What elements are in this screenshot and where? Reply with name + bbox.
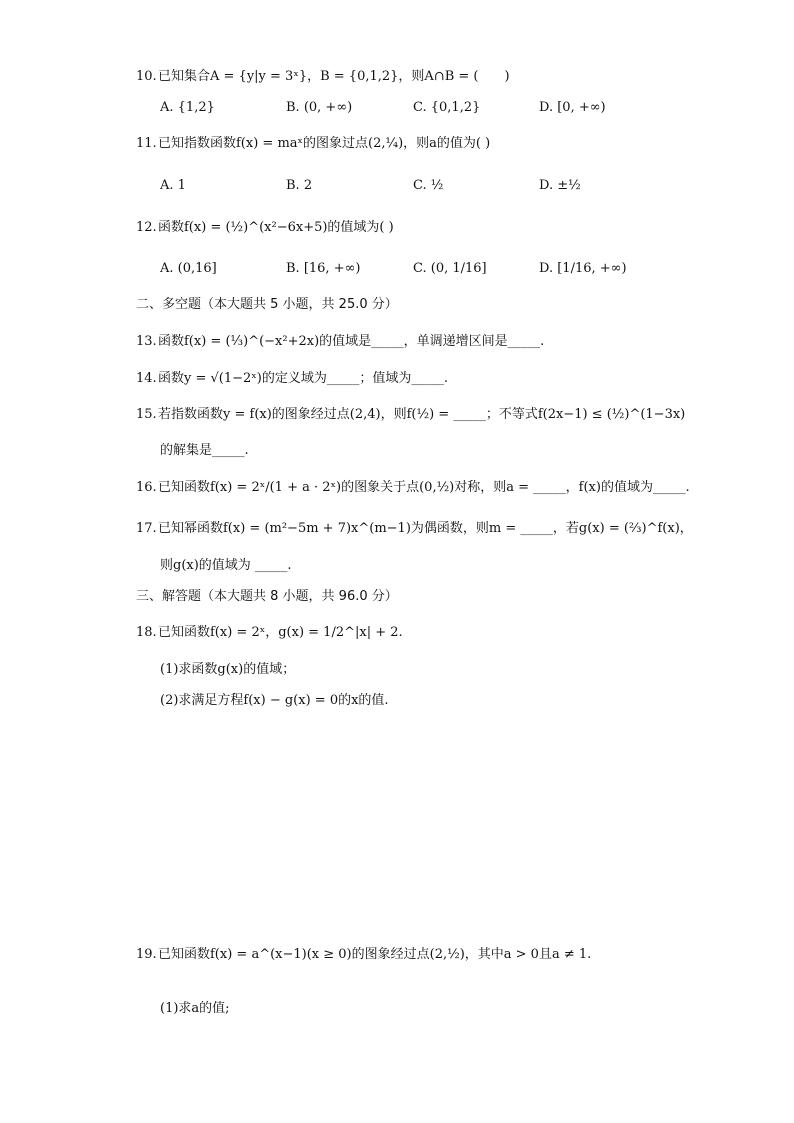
question-15 — [136, 406, 685, 424]
option-d: D. [1/16, +∞) — [539, 261, 627, 276]
question-text: 已知指数函数f(x) = maˣ的图象过点(2,¼)，则a的值为( ) — [158, 136, 491, 151]
question-number: 18. — [136, 625, 157, 640]
question-12 — [136, 219, 394, 237]
question-13 — [136, 333, 544, 351]
question-text: 已知函数f(x) = 2ˣ，g(x) = 1/2^|x| + 2. — [158, 625, 403, 640]
question-number: 17. — [136, 521, 157, 536]
option-c: C. {0,1,2} — [413, 100, 481, 115]
question-14 — [136, 370, 448, 388]
question-text: 函数f(x) = (½)^(x²−6x+5)的值域为( ) — [158, 220, 394, 235]
sub-question: (1)求函数g(x)的值域； — [160, 662, 296, 677]
option-b: B. [16, +∞) — [286, 261, 361, 276]
section-heading: 三、解答题（本大题共 8 小题，共 96.0 分） — [136, 589, 398, 604]
option-d: D. [0, +∞) — [539, 100, 606, 115]
question-text: 已知函数f(x) = a^(x−1)(x ≥ 0)的图象经过点(2,½)，其中a > 0且a ≠ 1. — [158, 947, 592, 962]
question-17 — [136, 520, 693, 538]
question-continuation: 则g(x)的值域为 _____. — [160, 558, 292, 573]
question-19 — [136, 946, 591, 964]
option-c: C. ½ — [413, 178, 444, 193]
question-11 — [136, 135, 490, 153]
option-c: C. (0, 1/16] — [413, 261, 487, 276]
question-16 — [136, 479, 690, 497]
question-number: 13. — [136, 334, 157, 349]
question-text: 若指数函数y = f(x)的图象经过点(2,4)，则f(½) = _____；不等式f(2x−1) ≤ (½)^(1−3x) — [158, 407, 686, 422]
option-a: A. 1 — [160, 178, 186, 193]
sub-question: (1)求a的值; — [160, 1001, 230, 1016]
sub-question: (2)求满足方程f(x) − g(x) = 0的x的值. — [160, 693, 389, 708]
question-text: 函数y = √(1−2ˣ)的定义域为_____；值域为_____. — [158, 371, 449, 386]
option-b: B. 2 — [286, 178, 313, 193]
option-b: B. (0, +∞) — [286, 100, 353, 115]
question-text: 已知函数f(x) = 2ˣ/(1 + a · 2ˣ)的图象关于点(0,½)对称，则a = _____，f(x)的值域为_____. — [158, 480, 690, 495]
question-number: 16. — [136, 480, 157, 495]
question-18 — [136, 624, 403, 642]
option-a: A. (0,16] — [160, 261, 217, 276]
question-number: 19. — [136, 947, 157, 962]
question-text: 函数f(x) = (⅓)^(−x²+2x)的值域是_____，单调递增区间是_____. — [158, 334, 545, 349]
question-number: 10. — [136, 69, 157, 84]
question-number: 14. — [136, 371, 157, 386]
option-a: A. {1,2} — [160, 100, 215, 115]
option-d: D. ±½ — [539, 178, 581, 193]
question-text: 已知幂函数f(x) = (m²−5m + 7)x^(m−1)为偶函数，则m = _____，若g(x) = (⅔)^f(x)， — [158, 521, 693, 536]
question-continuation: 的解集是_____. — [160, 443, 249, 458]
question-10 — [136, 68, 510, 86]
question-number: 12. — [136, 220, 157, 235]
question-text: 已知集合A = {y|y = 3ˣ}，B = {0,1,2}，则A∩B = ( ) — [158, 69, 510, 84]
section-heading: 二、多空题（本大题共 5 小题，共 25.0 分） — [136, 297, 398, 312]
question-number: 15. — [136, 407, 157, 422]
question-number: 11. — [136, 136, 157, 151]
